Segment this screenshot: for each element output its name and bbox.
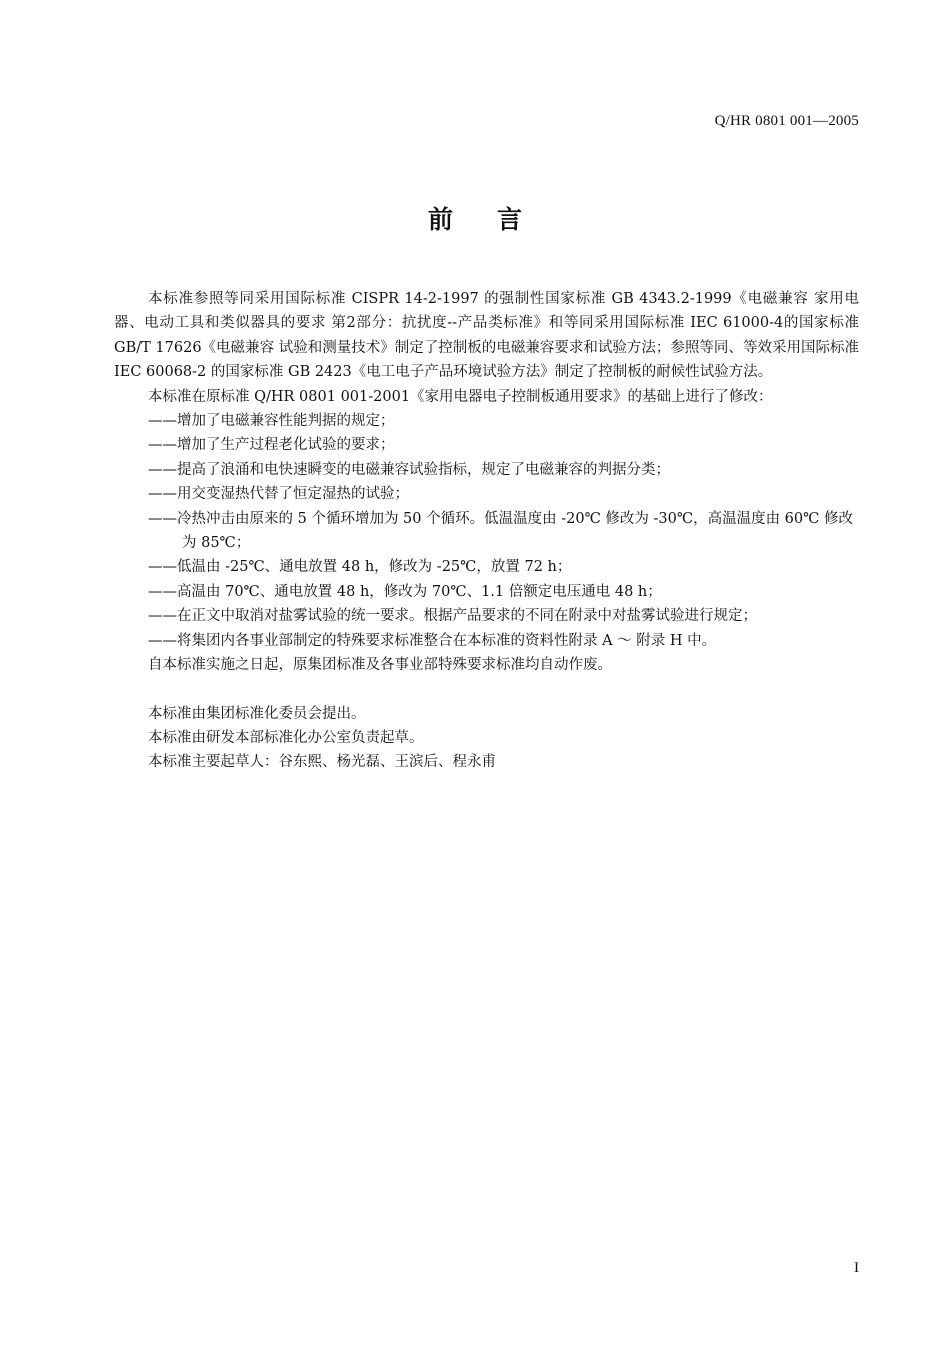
page-number: I — [854, 1260, 859, 1276]
effective-statement: 自本标准实施之日起，原集团标准及各事业部特殊要求标准均自动作废。 — [148, 657, 612, 674]
change-item: ——用交变湿热代替了恒定湿热的试验； — [148, 486, 409, 503]
spacer — [114, 678, 859, 702]
revision-paragraph: 本标准在原标准 Q/HR 0801 001-2001《家用电器电子控制板通用要求》的基础上进行了修改： — [148, 388, 773, 405]
change-item: ——将集团内各事业部制定的特殊要求标准整合在本标准的资料性附录 A ～ 附录 H 中。 — [148, 632, 717, 649]
change-item: ——在正文中取消对盐雾试验的统一要求。根据产品要求的不同在附录中对盐雾试验进行规定； — [148, 608, 757, 625]
document-number: Q/HR 0801 001—2005 — [714, 113, 859, 129]
change-item: ——冷热冲击由原来的 5 个循环增加为 50 个循环。低温温度由 -20℃ 修改为 -30℃，高温温度由 60℃ 修改为 85℃； — [148, 510, 853, 552]
foreword-body — [114, 287, 859, 775]
change-list — [114, 409, 859, 653]
authors-statement: 本标准主要起草人：谷东熙、杨光磊、王滨后、程永甫 — [148, 754, 496, 771]
page-title: 前言 — [427, 205, 566, 234]
change-item: ——高温由 70℃、通电放置 48 h，修改为 70℃、1.1 倍额定电压通电 48 h； — [148, 583, 662, 600]
change-item: ——低温由 -25℃、通电放置 48 h，修改为 -25℃，放置 72 h； — [148, 559, 572, 576]
change-item: ——提高了浪涌和电快速瞬变的电磁兼容试验指标，规定了电磁兼容的判据分类； — [148, 461, 670, 478]
change-item: ——增加了生产过程老化试验的要求； — [148, 437, 395, 454]
drafter-statement: 本标准由研发本部标准化办公室负责起草。 — [148, 729, 424, 746]
change-item: ——增加了电磁兼容性能判据的规定； — [148, 413, 395, 430]
intro-paragraph: 本标准参照等同采用国际标准 CISPR 14-2-1997 的强制性国家标准 GB 4343.2-1999《电磁兼容 家用电器、电动工具和类似器具的要求 第2部分：抗扰度--产品类标准》和等同采用国际标准 IEC 61000-4的国家标准 GB/T 17626《电磁兼容 试验和测量技术》制定了控制板的电磁兼容要求和试验方法；参照等同、等效采用国际标准 IEC 60068-2 的国家标准 GB 2423《电工电子产品环境试验方法》制定了控制板的耐候性试验方法。 — [114, 291, 859, 381]
proposer-statement: 本标准由集团标准化委员会提出。 — [148, 705, 366, 722]
